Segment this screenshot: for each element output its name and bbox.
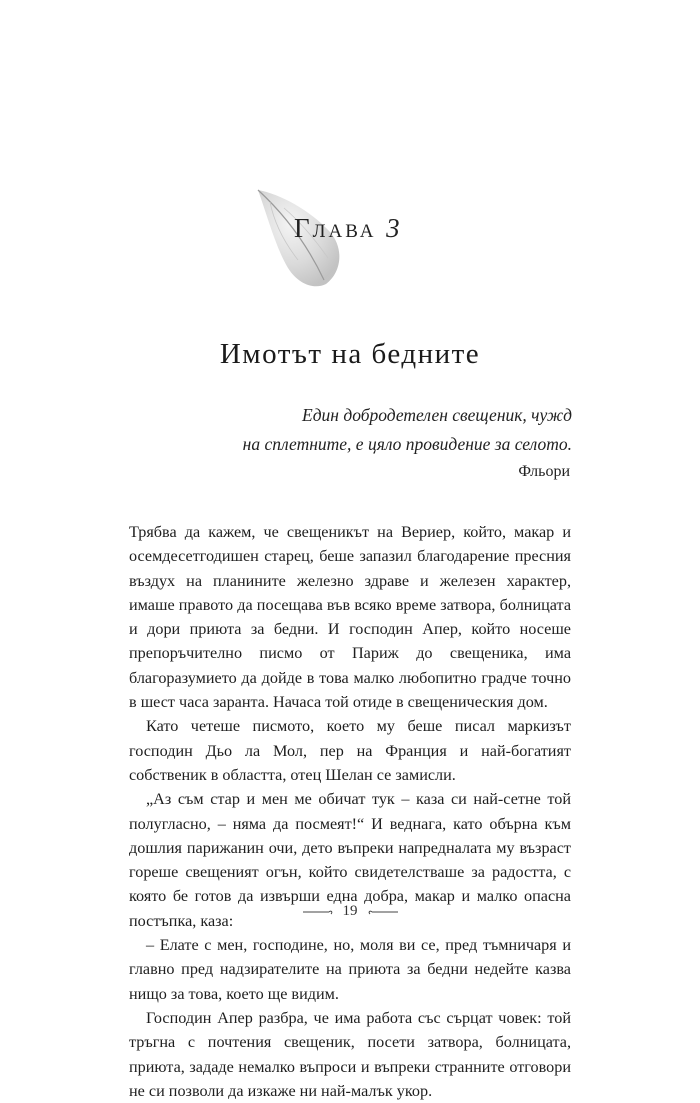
right-ornament-icon: [368, 909, 398, 915]
paragraph-5: Господин Апер разбра, че има работа със сърцат човек: той тръгна с почтения свещеник, посети затвора, болницата, приюта, зададе немалко въпроси и въпреки странните отговори не си позволи да изкаже ни най-малък укор.: [129, 1008, 571, 1100]
page-number-footer: [0, 903, 700, 920]
paragraph-3: „Аз съм стар и мен ме обичат тук – каза си най-сетне той полугласно, – няма да посмеят!“ И веднага, като обърна към дошлия парижанин очи, дето въпреки напредналата му възраст гореше свещеният огън, който свидетелстваше за радостта, с която бе готов да извърши една добра, макар и малко опасна постъпка, каза:: [129, 790, 571, 930]
chapter-title: Имотът на бедните: [219, 338, 481, 370]
body-text: [129, 520, 571, 1103]
left-ornament-icon: [303, 909, 333, 915]
chapter-number: 3: [386, 213, 400, 243]
epigraph: [243, 401, 572, 459]
paragraph-1: Трябва да кажем, че свещеникът на Вериер, който, макар и осемдесетгодишен старец, беше запазил благодарение пресния въздух на планините железно здраве и железен характер, имаше правото да посещава във всяко време затвора, болницата и дори приюта за бедни. И господин Апер, който носеше препоръчително писмо от Париж до свещеника, има благоразумието да дойде в това малко любопитно градче точно в шест часа заранта. Начаса той отиде в свещеническия дом.: [129, 523, 571, 712]
epigraph-line-2: на сплетните, е цяло провидение за селото.: [242, 434, 572, 454]
chapter-heading: [294, 213, 400, 244]
paragraph-2: Като четеше писмото, което му беше писал маркизът господин Дьо ла Мол, пер на Франция и най-богатият собственик в областта, отец Шелан се замисли.: [129, 717, 571, 784]
chapter-label: Глава: [294, 213, 377, 243]
paragraph-4: – Елате с мен, господине, но, моля ви се, пред тъмничаря и главно пред надзирателите на приюта за бедни недейте казва нищо за това, което ще видим.: [129, 936, 571, 1003]
page-number: 19: [342, 903, 358, 919]
epigraph-line-1: Един добродетелен свещеник, чужд: [302, 405, 572, 425]
epigraph-author: Фльори: [518, 463, 570, 480]
